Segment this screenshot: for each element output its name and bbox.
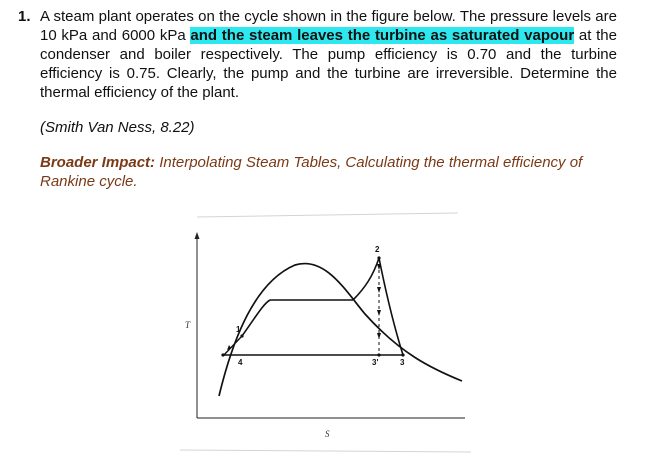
t-axis-label: T — [185, 320, 191, 330]
broader-impact-label: Broader Impact: — [40, 154, 156, 171]
problem-text-part1: A steam plant operates on the cycle shown in the figure below. The pressure levels are 10 kPa and 6000 kPa — [40, 8, 617, 44]
ts-diagram-svg — [175, 208, 475, 466]
state-3-point — [401, 353, 404, 356]
figure-frame-bottom — [180, 450, 471, 452]
expansion-arrow-b — [377, 287, 381, 293]
superheat-line — [353, 258, 379, 300]
state-2-point — [377, 256, 380, 259]
t-axis-arrow — [195, 232, 200, 239]
point-1-label: 1 — [236, 325, 241, 334]
point-4-label: 4 — [238, 358, 243, 367]
ts-diagram — [175, 208, 475, 466]
s-axis-label: S — [325, 429, 330, 439]
problem-number: 1. — [18, 8, 31, 25]
state-4-point — [221, 353, 224, 356]
problem-text-part2: at the condenser and boiler respectively. The pump efficiency is 0.70 and the turbine efficiency is 0.75. Clearly, the pump and the turbine are irreversible. Determine the thermal efficiency of the plant. — [40, 27, 617, 101]
figure-frame-top — [197, 213, 458, 217]
expansion-arrow-d — [377, 333, 381, 339]
point-3-label: 3 — [400, 358, 405, 367]
problem-text — [40, 7, 617, 102]
highlighted-text: and the steam leaves the turbine as saturated vapour — [190, 27, 575, 44]
state-3prime-point — [377, 353, 380, 356]
pump-line — [223, 336, 242, 356]
point-2-label: 2 — [375, 245, 380, 254]
broader-impact-text: Interpolating Steam Tables, Calculating the thermal efficiency of Rankine cycle. — [40, 154, 583, 190]
expansion-arrow-c — [377, 310, 381, 316]
state-1-point — [240, 334, 243, 337]
broader-impact — [40, 153, 625, 191]
point-3prime-label: 3' — [372, 358, 379, 367]
saturation-dome — [219, 264, 462, 396]
reference-citation: (Smith Van Ness, 8.22) — [40, 119, 195, 136]
